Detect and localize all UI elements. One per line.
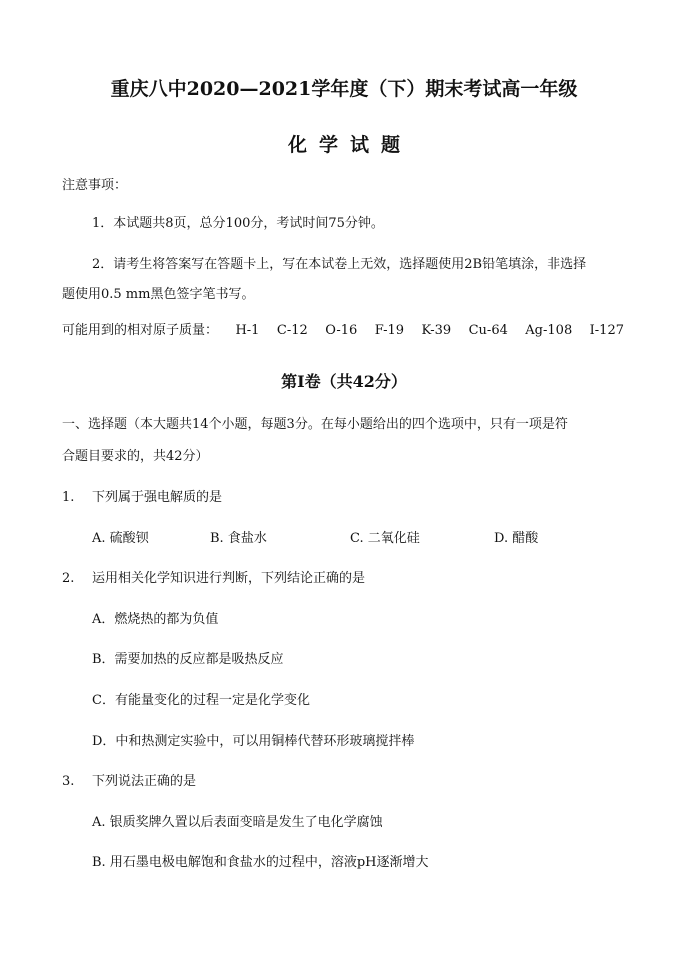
atomic-mass-i: I-127 xyxy=(589,323,624,338)
atomic-mass-label: 可能用到的相对原子质量： xyxy=(62,323,219,338)
question-2-number: 2. xyxy=(62,571,75,586)
exam-subject-title: 化学试题 xyxy=(287,134,412,156)
atomic-mass-ag: Ag-108 xyxy=(525,323,573,338)
notice-item-2-line-2: 题使用0.5 mm黑色签字笔书写。 xyxy=(62,287,255,302)
notice-item-1: 1．本试题共8页，总分100分，考试时间75分钟。 xyxy=(92,216,384,231)
question-2-option-a: A．燃烧热的都为负值 xyxy=(92,612,219,627)
question-1-text: 下列属于强电解质的是 xyxy=(92,490,223,505)
question-2-option-c: C．有能量变化的过程一定是化学变化 xyxy=(92,693,310,708)
atomic-mass-list xyxy=(62,322,624,340)
exam-title: 重庆八中2020—2021学年度（下）期末考试高一年级 xyxy=(110,78,578,100)
question-2-text: 运用相关化学知识进行判断，下列结论正确的是 xyxy=(92,571,366,586)
question-2-option-d: D．中和热测定实验中，可以用铜棒代替环形玻璃搅拌棒 xyxy=(92,734,415,749)
question-3-option-b: B. 用石墨电极电解饱和食盐水的过程中，溶液pH逐渐增大 xyxy=(92,855,429,870)
atomic-mass-o: O-16 xyxy=(325,323,358,338)
atomic-mass-f: F-19 xyxy=(374,323,405,338)
question-1-option-c: C. 二氧化硅 xyxy=(350,531,420,546)
atomic-mass-k: K-39 xyxy=(421,323,452,338)
question-3-text: 下列说法正确的是 xyxy=(92,774,197,789)
section-instruction-line-1: 一、选择题（本大题共14个小题，每题3分。在每小题给出的四个选项中，只有一项是符 xyxy=(62,417,568,432)
question-1-option-b: B. 食盐水 xyxy=(210,531,267,546)
question-3-number: 3. xyxy=(62,774,75,789)
question-2-option-b: B．需要加热的反应都是吸热反应 xyxy=(92,652,284,667)
atomic-mass-cu: Cu-64 xyxy=(468,323,508,338)
section-instruction-line-2: 合题目要求的，共42分） xyxy=(62,449,209,464)
question-3-option-a: A. 银质奖牌久置以后表面变暗是发生了电化学腐蚀 xyxy=(92,815,383,830)
notice-heading: 注意事项： xyxy=(62,178,128,193)
question-1-option-d: D. 醋酸 xyxy=(494,531,539,546)
question-1-option-a: A. 硫酸钡 xyxy=(92,531,149,546)
atomic-mass-c: C-12 xyxy=(276,323,308,338)
atomic-mass-h: H-1 xyxy=(235,323,260,338)
notice-item-2-line-1: 2．请考生将答案写在答题卡上，写在本试卷上无效，选择题使用2B铅笔填涂，非选择 xyxy=(92,257,587,272)
question-1-number: 1. xyxy=(62,490,75,505)
section-title: 第Ⅰ卷（共42分） xyxy=(281,372,407,391)
